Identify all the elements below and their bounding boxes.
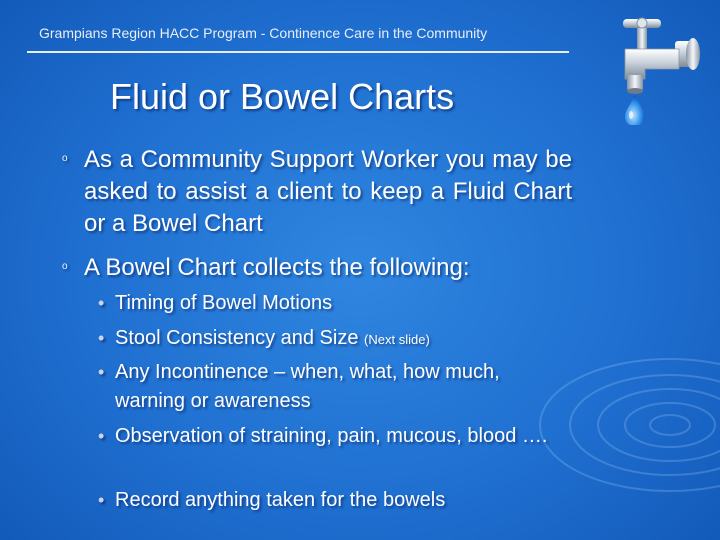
sub-bullet-item xyxy=(98,324,572,353)
sub-bullet-marker: • xyxy=(98,362,105,382)
next-slide-note: (Next slide) xyxy=(364,332,430,347)
sub-bullet-item xyxy=(98,422,572,480)
sub-bullet-item xyxy=(98,289,572,318)
slide-title: Fluid or Bowel Charts xyxy=(110,76,455,117)
sub-bullet-item xyxy=(98,358,572,416)
header-bar xyxy=(27,23,569,53)
header-text: Grampians Region HACC Program - Continence Care in the Community xyxy=(39,25,488,41)
sub-bullet-text: Any Incontinence – when, what, how much, warning or awareness xyxy=(115,361,500,412)
water-tap-icon xyxy=(615,13,705,125)
sub-bullet-text: Observation of straining, pain, mucous, blood …. xyxy=(115,425,548,447)
sub-bullet-text: Timing of Bowel Motions xyxy=(115,292,333,314)
sub-bullet-marker: • xyxy=(98,426,105,446)
sub-bullet-text: Stool Consistency and Size xyxy=(115,327,365,349)
sub-bullet-marker: • xyxy=(98,328,105,348)
sub-bullet-item xyxy=(98,486,572,515)
bullet-text: A Bowel Chart collects the following: xyxy=(84,254,470,281)
bullet-item xyxy=(62,144,572,240)
bullet-marker: o xyxy=(62,153,68,164)
bullet-marker: o xyxy=(62,261,68,272)
sub-bullet-marker: • xyxy=(98,293,105,313)
sub-bullet-text-with-note xyxy=(115,324,571,354)
sub-bullet-text: Record anything taken for the bowels xyxy=(115,489,446,511)
bullet-text: As a Community Support Worker you may be asked to assist a client to keep a Fluid Chart or a Bowel Chart xyxy=(84,146,572,237)
sub-bullet-marker: • xyxy=(98,490,105,510)
bullet-item xyxy=(62,252,572,284)
